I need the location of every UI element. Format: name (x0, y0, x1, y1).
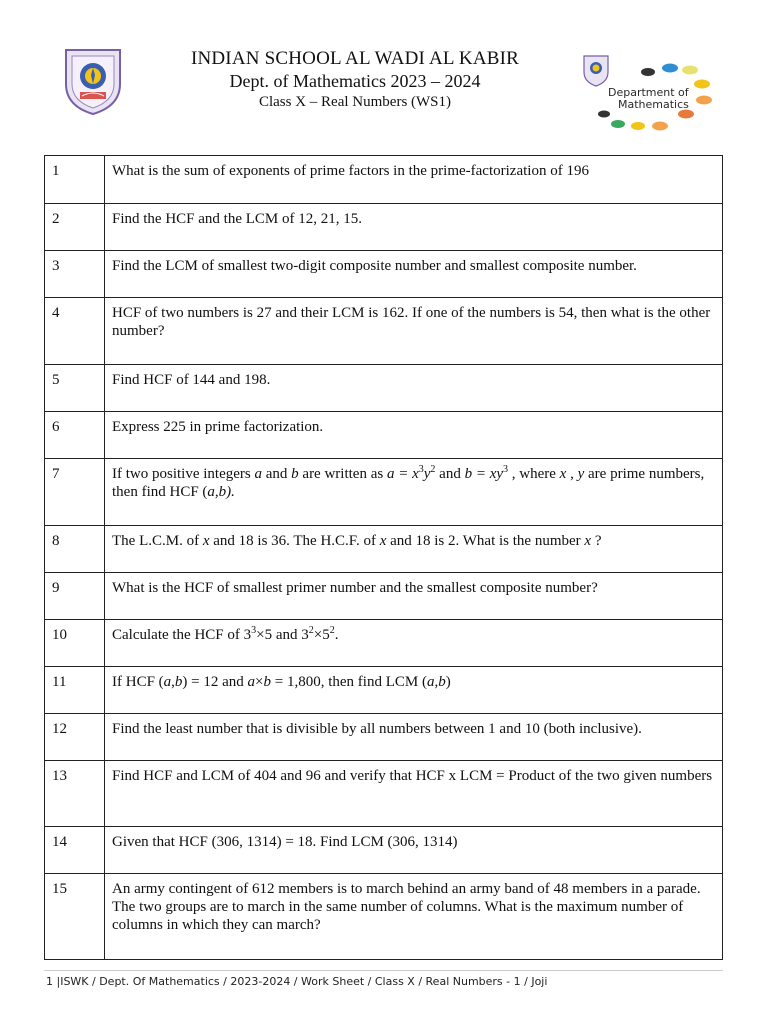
question-number: 6 (45, 412, 105, 459)
class-subtitle: Class X – Real Numbers (WS1) (258, 94, 452, 110)
question-number: 3 (45, 251, 105, 298)
footer-divider (44, 970, 723, 971)
question-number: 1 (45, 156, 105, 204)
dept-logo-text-2: Mathematics (618, 98, 689, 111)
table-row (45, 156, 723, 204)
school-crest-icon (62, 46, 124, 116)
question-text: An army contingent of 612 members is to march behind an army band of 48 members in a parade. The two groups are to march in the same number of columns. What is the maximum number of columns in which they can march? (105, 874, 723, 960)
table-row (45, 298, 723, 365)
question-number: 5 (45, 365, 105, 412)
questions-table (44, 155, 723, 960)
question-text: Calculate the HCF of $3^3\times 5$ and $3^2\times 5^2$. (105, 620, 723, 667)
question-text: If two positive integers a and b are written as $a = x^3y^2$ and $b = xy^3$ , where x , y are prime numbers, then find HCF (a,b). (105, 459, 723, 526)
question-text: Given that HCF (306, 1314) = 18. Find LCM (306, 1314) (105, 827, 723, 874)
question-number: 4 (45, 298, 105, 365)
title-block (150, 48, 560, 112)
question-text: The L.C.M. of x and 18 is 36. The H.C.F. of x and 18 is 2. What is the number x ? (105, 526, 723, 573)
page-footer: 1 |ISWK / Dept. Of Mathematics / 2023-2024 / Work Sheet / Class X / Real Numbers - 1 / Joji (46, 975, 548, 988)
table-row (45, 459, 723, 526)
question-text: Find HCF and LCM of 404 and 96 and verify that HCF x LCM = Product of the two given numbers (105, 761, 723, 827)
table-row (45, 667, 723, 714)
question-number: 15 (45, 874, 105, 960)
question-number: 9 (45, 573, 105, 620)
dept-logo-text-1: Department of (608, 86, 689, 99)
department-logo-icon (578, 52, 718, 138)
question-number: 2 (45, 204, 105, 251)
question-number: 11 (45, 667, 105, 714)
question-text: What is the sum of exponents of prime factors in the prime-factorization of 196 (105, 156, 723, 204)
question-text: If HCF (a,b) = 12 and a×b = 1,800, then find LCM (a,b) (105, 667, 723, 714)
question-number: 13 (45, 761, 105, 827)
question-number: 14 (45, 827, 105, 874)
table-row (45, 204, 723, 251)
department-title: Dept. of Mathematics 2023 – 2024 (229, 71, 481, 91)
question-text: Find HCF of 144 and 198. (105, 365, 723, 412)
table-row (45, 620, 723, 667)
question-text: What is the HCF of smallest primer number and the smallest composite number? (105, 573, 723, 620)
table-row (45, 412, 723, 459)
table-row (45, 365, 723, 412)
question-text: Find the HCF and the LCM of 12, 21, 15. (105, 204, 723, 251)
table-row (45, 251, 723, 298)
table-row (45, 573, 723, 620)
question-text: HCF of two numbers is 27 and their LCM is 162. If one of the numbers is 54, then what is the other number? (105, 298, 723, 365)
worksheet-header (0, 0, 768, 150)
table-row (45, 526, 723, 573)
question-number: 8 (45, 526, 105, 573)
question-text: Find the LCM of smallest two-digit composite number and smallest composite number. (105, 251, 723, 298)
question-text: Express 225 in prime factorization. (105, 412, 723, 459)
table-row (45, 827, 723, 874)
table-row (45, 874, 723, 960)
table-row (45, 714, 723, 761)
table-row (45, 761, 723, 827)
question-number: 10 (45, 620, 105, 667)
question-number: 7 (45, 459, 105, 526)
school-name: INDIAN SCHOOL AL WADI AL KABIR (190, 48, 520, 69)
question-text: Find the least number that is divisible by all numbers between 1 and 10 (both inclusive). (105, 714, 723, 761)
question-number: 12 (45, 714, 105, 761)
